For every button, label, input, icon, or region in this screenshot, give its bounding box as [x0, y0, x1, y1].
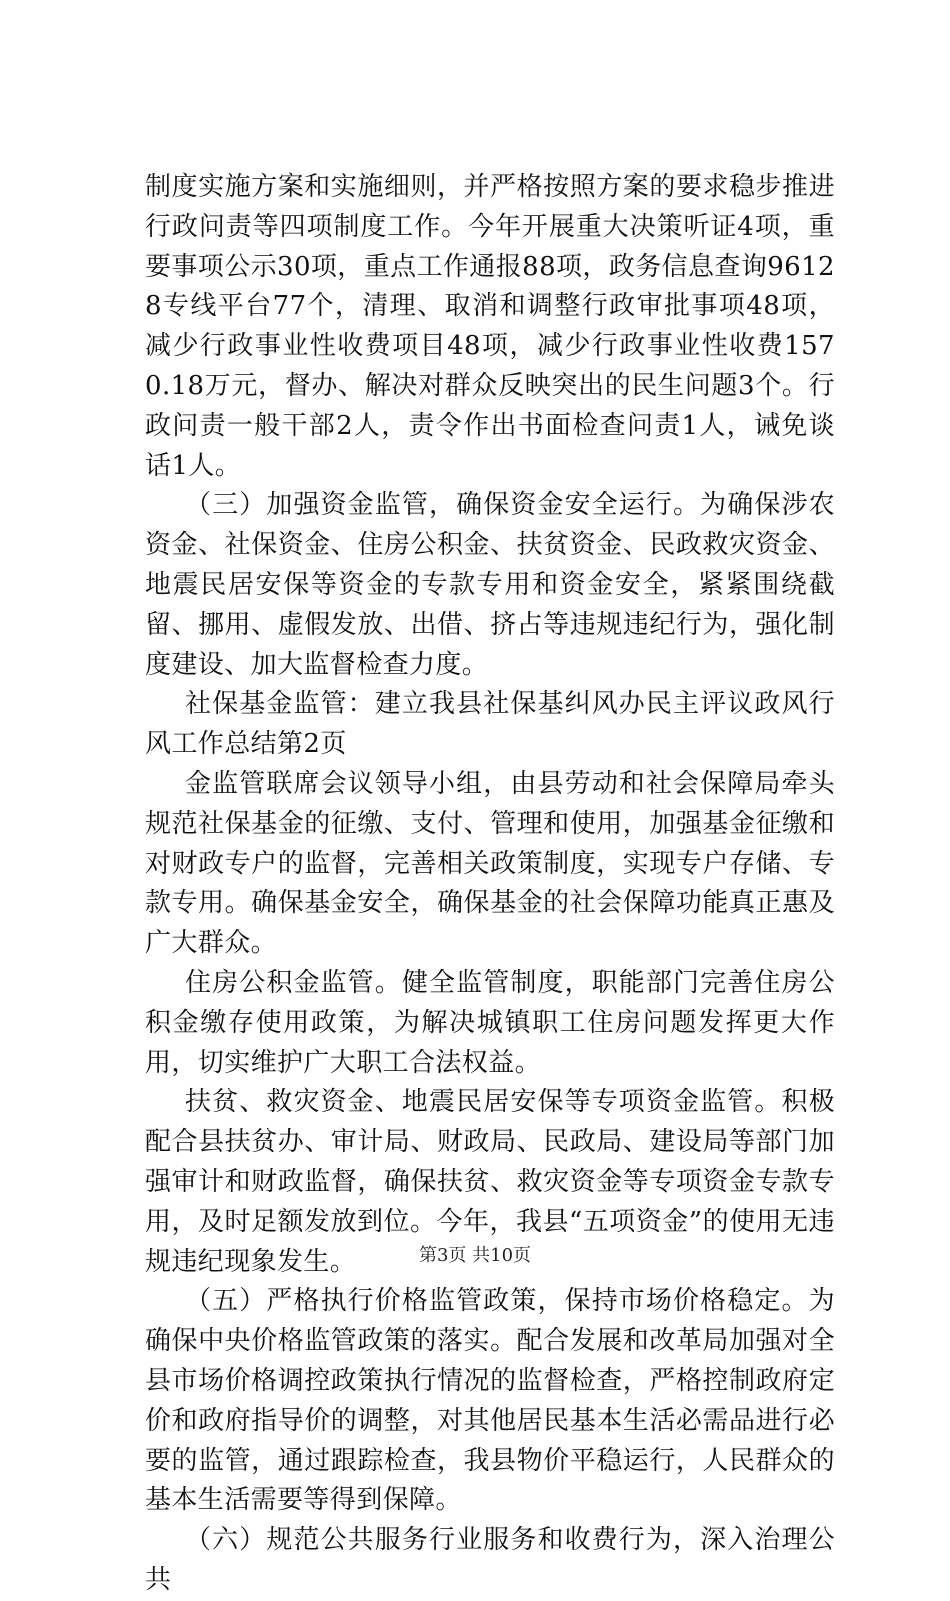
paragraph-social-security-fund: 金监管联席会议领导小组，由县劳动和社会保障局牵头规范社保基金的征缴、支付、管理和使用，加强基金征缴和对财政专户的监督，完善相关政策制度，实现专户存储、专款专用。确保基金安全，确保基金的社会保障功能真正惠及广大群众。: [145, 768, 835, 959]
page-number-label: 第3页 共10页: [418, 1245, 532, 1266]
paragraph-price-supervision: （五）严格执行价格监管政策，保持市场价格稳定。为确保中央价格监管政策的落实。配合发展和改革局加强对全县市场价格调控政策执行情况的监督检查，严格控制政府定价和政府指导价的调整，对其他居民基本生活必需品进行必要的监管，通过跟踪检查，我县物价平稳运行，人民群众的基本生活需要等得到保障。: [145, 1286, 835, 1516]
paragraph-fund-supervision: （三）加强资金监管，确保资金安全运行。为确保涉农资金、社保资金、住房公积金、扶贫资金、民政救灾资金、地震民居安保等资金的专款专用和资金安全，紧紧围绕截留、挪用、虚假发放、出借、挤占等违规违纪行为，强化制度建设、加大监督检查力度。: [145, 490, 835, 680]
paragraph-policy-measures: 制度实施方案和实施细则，并严格按照方案的要求稳步推进行政问责等四项制度工作。今年开展重大决策听证4项，重要事项公示30项，重点工作通报88项，政务信息查询96128专线平台77个，清理、取消和调整行政审批事项48项，减少行政事业性收费项目48项，减少行政事业性收费1570.18万元，督办、解决对群众反映突出的民生问题3个。行政问责一般干部2人，责令作出书面检查问责1人，诫免谈话1人。: [145, 172, 835, 481]
paragraph-public-service: （六）规范公共服务行业服务和收费行为，深入治理公共: [145, 1525, 835, 1595]
paragraph-housing-fund: 住房公积金监管。健全监管制度，职能部门完善住房公积金缴存使用政策，为解决城镇职工住房问题发挥更大作用，切实维护广大职工合法权益。: [145, 967, 835, 1078]
page-footer: [0, 1244, 950, 1268]
paragraph-social-security-heading: 社保基金监管：建立我县社保基纠风办民主评议政风行风工作总结第2页: [145, 689, 835, 760]
paragraph-poverty-relief-fund: 扶贫、救灾资金、地震民居安保等专项资金监管。积极配合县扶贫办、审计局、财政局、民政局、建设局等部门加强审计和财政监督，确保扶贫、救灾资金等专项资金专款专用，及时足额发放到位。今年，我县“五项资金”的使用无违规违纪现象发生。: [145, 1087, 835, 1277]
document-body: [145, 168, 835, 1601]
